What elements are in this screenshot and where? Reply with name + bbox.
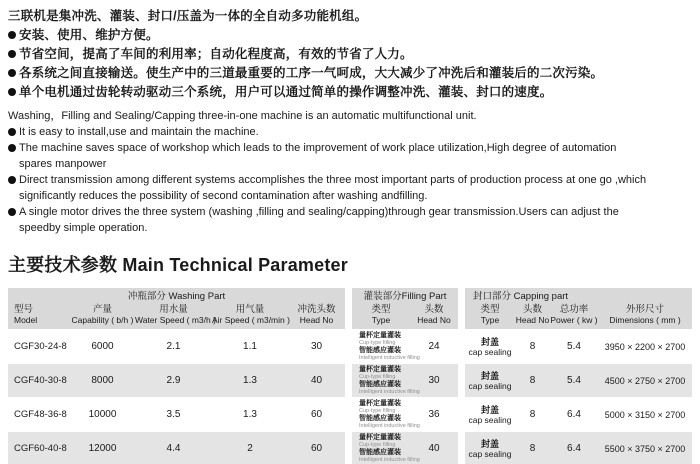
intro-cn-bullet-text: 安装、使用、维护方便。	[19, 28, 159, 42]
bullet-icon	[8, 31, 16, 39]
bullet-icon	[8, 208, 16, 216]
capability-cell: 6000	[91, 341, 114, 352]
filling-part-column-headers	[352, 303, 458, 329]
table-row	[8, 398, 345, 431]
cap-head-no-cell: 8	[529, 443, 536, 454]
bullet-icon	[8, 176, 16, 184]
intro-en-bullet-4	[8, 204, 648, 236]
table-row	[465, 330, 692, 363]
model-cell: CGF30-24-8	[14, 341, 67, 352]
intro-chinese	[8, 7, 692, 102]
column-header-dimensions: 外形尺寸 Dimensions ( mm )	[609, 304, 681, 325]
wash-head-no-cell: 60	[310, 409, 323, 420]
air-speed-cell: 1.3	[243, 409, 257, 420]
power-cell: 6.4	[567, 443, 581, 454]
capping-part-block	[465, 288, 692, 464]
wash-head-no-cell: 30	[310, 341, 323, 352]
model-cell: CGF48-36-8	[14, 409, 67, 420]
table-row	[465, 398, 692, 431]
intro-en-bullet-2	[8, 140, 648, 172]
capping-part-header	[465, 288, 692, 329]
capping-type-cell: 封盖 cap sealing	[468, 438, 512, 459]
water-speed-cell: 4.4	[166, 443, 181, 454]
intro-en-lead-text: Washing，Filling and Sealing/Capping three-in-one machine is an automatic multifunctional unit.	[8, 110, 477, 122]
capping-part-group-label: 封口部分 Capping part	[473, 291, 569, 302]
intro-en-bullet-text: The machine saves space of workshop which leads to the improvement of work place utilization,High degree of automation spares manpower	[19, 142, 617, 170]
fill-head-no-cell: 40	[428, 443, 440, 454]
dimensions-cell: 5000 × 3150 × 2700	[604, 409, 686, 420]
filling-type-cell: 量杯定量灌装 Cup-type filling 智能感应灌装 Intelligent inductive filling	[359, 332, 420, 361]
column-header-wash-head-no: 冲洗头数 Head No	[297, 304, 336, 325]
power-cell: 5.4	[567, 341, 581, 352]
power-cell: 6.4	[567, 409, 581, 420]
intro-cn-lead	[8, 7, 692, 26]
dimensions-cell: 3950 × 2200 × 2700	[604, 341, 686, 352]
column-header-fill-head-no: 头数 Head No	[417, 304, 451, 325]
fill-head-no-cell: 24	[428, 341, 440, 352]
dimensions-cell: 4500 × 2750 × 2700	[604, 375, 686, 386]
bullet-icon	[8, 50, 16, 58]
filling-part-block	[352, 288, 458, 464]
filling-type-cell: 量杯定量灌装 Cup-type filling 智能感应灌装 Intelligent inductive filling	[359, 366, 420, 395]
capping-type-cell: 封盖 cap sealing	[468, 336, 512, 357]
intro-cn-bullet-text: 节省空间，提高了车间的利用率；自动化程度高，有效的节省了人力。	[19, 47, 413, 61]
filling-type-cell: 量杯定量灌装 Cup-type filling 智能感应灌装 Intelligent inductive filling	[359, 400, 420, 429]
capping-type-cell: 封盖 cap sealing	[468, 404, 512, 425]
washing-part-group-label: 冲瓶部分 Washing Part	[127, 291, 226, 302]
intro-cn-bullet-4	[8, 83, 692, 102]
filling-part-header	[352, 288, 458, 329]
intro-cn-lead-text: 三联机是集冲洗、灌装、封口/压盖为一体的全自动多功能机组。	[8, 9, 368, 23]
bullet-icon	[8, 144, 16, 152]
bullet-icon	[8, 69, 16, 77]
dimensions-cell: 5500 × 3750 × 2700	[604, 443, 686, 454]
intro-en-bullet-text: It is easy to install,use and maintain the machine.	[19, 126, 259, 138]
bullet-icon	[8, 128, 16, 136]
intro-english	[8, 108, 648, 236]
column-header-air-speed: 用气量 Air Speed ( m3/min )	[212, 304, 290, 325]
air-speed-cell: 2	[247, 443, 253, 454]
table-row	[352, 432, 458, 464]
intro-cn-bullet-3	[8, 64, 692, 83]
column-header-fill-type: 类型 Type	[371, 304, 391, 325]
wash-head-no-cell: 60	[310, 443, 323, 454]
intro-en-bullet-3	[8, 172, 648, 204]
washing-part-header	[8, 288, 345, 329]
table-row	[352, 330, 458, 363]
cap-head-no-cell: 8	[529, 375, 536, 386]
water-speed-cell: 3.5	[166, 409, 181, 420]
intro-en-bullet-1	[8, 124, 648, 140]
column-header-water-speed: 用水量 Water Speed ( m3/h )	[135, 304, 216, 325]
filling-type-cell: 量杯定量灌装 Cup-type filling 智能感应灌装 Intelligent inductive filling	[359, 434, 420, 463]
section-title: 主要技术参数 Main Technical Parameter	[8, 255, 348, 275]
table-row	[8, 364, 345, 397]
column-header-cap-head-no: 头数 Head No	[515, 304, 550, 325]
water-speed-cell: 2.9	[166, 375, 181, 386]
capping-type-cell: 封盖 cap sealing	[468, 370, 512, 391]
table-row	[352, 398, 458, 431]
column-header-power: 总功率 Power ( kw )	[550, 304, 598, 325]
intro-cn-bullet-2	[8, 45, 692, 64]
fill-head-no-cell: 36	[428, 409, 440, 420]
capability-cell: 8000	[91, 375, 114, 386]
intro-en-lead	[8, 108, 648, 124]
column-header-capability: 产量 Capability ( b/h )	[71, 304, 134, 325]
power-cell: 5.4	[567, 375, 581, 386]
cap-head-no-cell: 8	[529, 409, 536, 420]
table-row	[465, 432, 692, 464]
table-row	[465, 364, 692, 397]
intro-cn-bullet-1	[8, 26, 692, 45]
washing-part-block	[8, 288, 345, 464]
capping-part-column-headers	[465, 303, 692, 329]
air-speed-cell: 1.3	[243, 375, 257, 386]
washing-part-column-headers	[8, 303, 345, 329]
column-header-cap-type: 类型 Type	[480, 304, 500, 325]
capability-cell: 12000	[88, 443, 117, 454]
table-row	[8, 432, 345, 464]
filling-part-group-label: 灌装部分Filling Part	[363, 291, 447, 302]
column-header-model: 型号 Model	[14, 304, 38, 325]
air-speed-cell: 1.1	[243, 341, 257, 352]
wash-head-no-cell: 40	[310, 375, 323, 386]
capability-cell: 10000	[88, 409, 117, 420]
water-speed-cell: 2.1	[166, 341, 181, 352]
cap-head-no-cell: 8	[529, 341, 536, 352]
fill-head-no-cell: 30	[428, 375, 440, 386]
intro-en-bullet-text: Direct transmission among different systems accomplishes the three most important parts of production process at one go ,which significantly reduces the possibility of second contamination after washing andfilling.	[19, 174, 647, 202]
intro-cn-bullet-text: 单个电机通过齿轮转动驱动三个系统，用户可以通过简单的操作调整冲洗、灌装、封口的速度。	[19, 85, 553, 99]
bullet-icon	[8, 88, 16, 96]
model-cell: CGF60-40-8	[14, 443, 67, 454]
technical-parameter-table	[8, 288, 692, 464]
intro-en-bullet-text: A single motor drives the three system (washing ,filling and sealing/capping)through gear transmission.Users can adjust the speedby simple operation.	[19, 206, 619, 234]
table-row	[352, 364, 458, 397]
model-cell: CGF40-30-8	[14, 375, 67, 386]
table-row	[8, 330, 345, 363]
intro-cn-bullet-text: 各系统之间直接输送。使生产中的三道最重要的工序一气呵成，大大减少了冲洗后和灌装后的二次污染。	[19, 66, 604, 80]
